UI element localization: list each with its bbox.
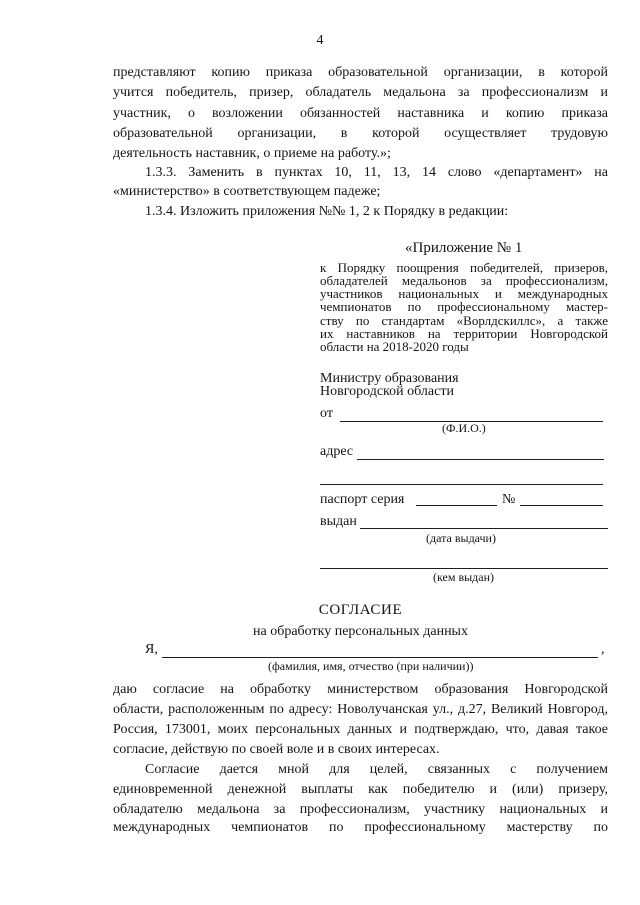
paragraph-line: участник, о возложении обязанностей наставника и копию приказа [113,106,608,121]
name-comma: , [601,642,605,657]
issue-date-hint: (дата выдачи) [426,531,496,545]
issued-label: выдан [320,514,357,529]
item-1-3-4: 1.3.4. Изложить приложения №№ 1, 2 к Порядку в редакции: [145,204,509,219]
issued-by-line [320,568,608,569]
addressee-line: Новгородской области [320,384,454,399]
appendix-line: к Порядку поощрения победителей, призеров, [320,260,608,275]
consent-paragraph-line: Россия, 173001, моих персональных данных и подтверждаю, что, давая такое [113,722,608,737]
i-label: Я, [145,642,158,657]
consent-subtitle: на обработку персональных данных [253,624,468,639]
paragraph-line: образовательной организации, в которой осуществляет трудовую [113,126,608,141]
consent-paragraph-line: области, расположенным по адресу: Новолучанская ул., д.27, Великий Новгород, [113,702,608,717]
paragraph-line: учится победитель, призер, обладатель медальона за профессионализм и [113,85,608,100]
consent-purpose-line: международных чемпионатов по профессиональному мастерству по [113,820,608,835]
address-line-2 [320,484,603,485]
fio-hint: (Ф.И.О.) [442,421,486,435]
appendix-title: «Приложение № 1 [405,240,523,256]
appendix-line: чемпионатов по профессиональному мастер- [320,299,608,314]
appendix-line: их наставников на территории Новгородской [320,326,608,341]
from-label: от [320,406,333,421]
consent-purpose-line: обладателю медальона за профессионализм, участнику национальных и [113,802,608,817]
item-1-3-3-line: 1.3.3. Заменить в пунктах 10, 11, 13, 14 слово «департамент» на [145,165,608,180]
paragraph-line: представляют копию приказа образовательной организации, в которой [113,65,608,80]
passport-label: паспорт серия [320,492,405,507]
full-name-hint: (фамилия, имя, отчество (при наличии)) [268,659,474,673]
paragraph-line: деятельность наставник, о приеме на работу.»; [113,146,391,161]
consent-paragraph-line: согласие, действую по своей воле и в своих интересах. [113,742,440,757]
passport-number-line [520,505,603,506]
issue-date-line [360,528,608,529]
issued-by-hint: (кем выдан) [433,570,495,584]
appendix-line: участников национальных и международных [320,286,608,301]
page-number: 4 [316,33,324,48]
consent-purpose-line: Согласие дается мной для целей, связанных с получением [145,762,608,777]
item-1-3-3-line: «министерство» в соответствующем падеже; [113,184,381,199]
consent-purpose-line: единовременной денежной выплаты как победителю и (или) призеру, [113,782,608,797]
appendix-line: области на 2018-2020 годы [320,339,469,354]
address-label: адрес [320,444,354,459]
passport-series-line [416,505,497,506]
consent-title: СОГЛАСИЕ [318,602,403,618]
consent-paragraph-line: даю согласие на обработку министерством образования Новгородской [113,682,608,697]
full-name-line [162,657,598,658]
appendix-line: ству по стандартам «Ворлдскиллс», а также [320,313,608,328]
address-line [357,459,604,460]
passport-number-label: № [502,492,516,507]
appendix-line: обладателей медальонов за профессионализм, [320,273,608,288]
addressee-line: Министру образования [320,371,459,386]
